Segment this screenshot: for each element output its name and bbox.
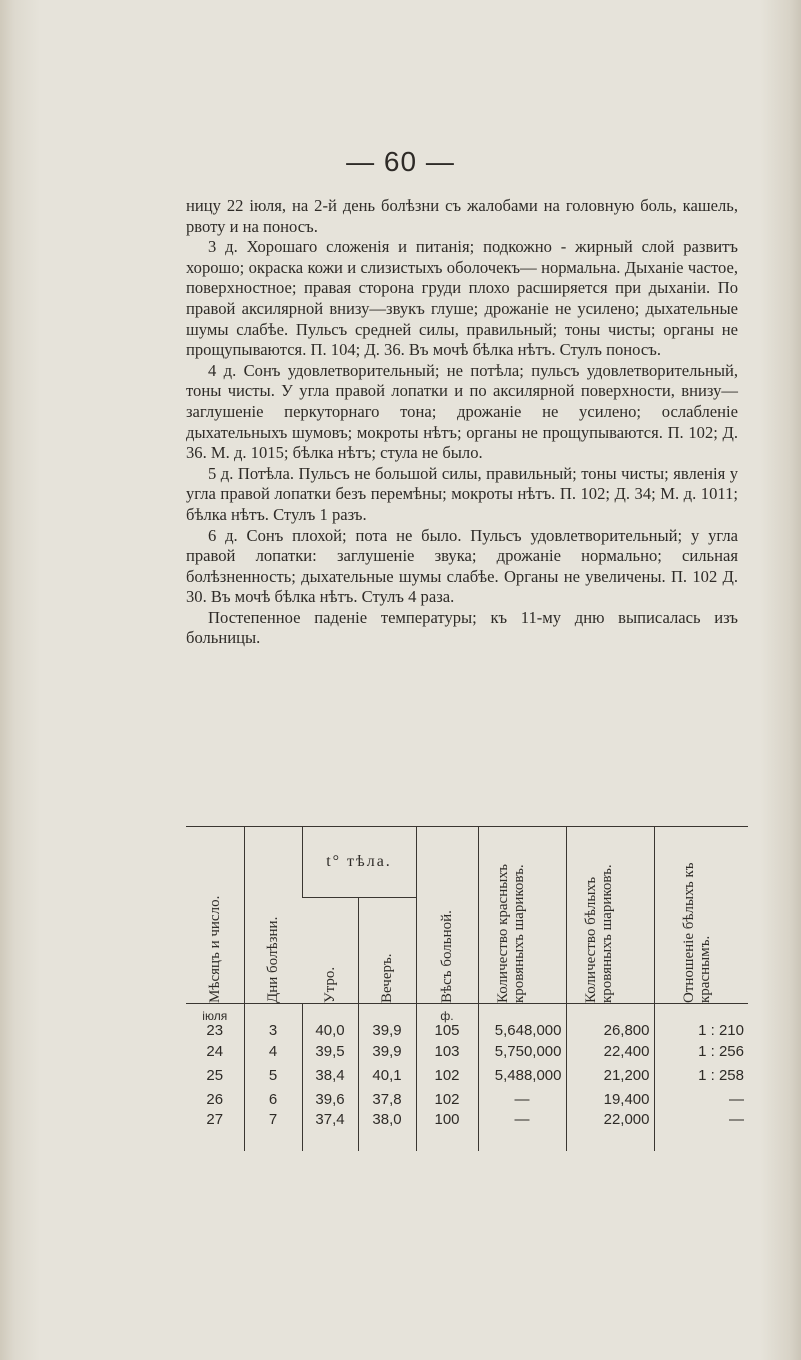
cell-ratio: 1 : 256 [654, 1039, 748, 1063]
cell-temp-morning: 37,4 [302, 1111, 358, 1151]
cell-illness-day: 6 [244, 1087, 302, 1111]
cell-ratio: — [654, 1111, 748, 1151]
cell-ratio: 1 : 258 [654, 1063, 748, 1087]
cell-temp-morning: 40,0 [302, 1004, 358, 1040]
header-month-day: Мѣсяцъ и число. [186, 827, 244, 1004]
cell-temp-evening: 37,8 [358, 1087, 416, 1111]
paragraph: 4 д. Сонъ удовлетворительный; не потѣла; пульсъ удовлетворительный, тоны чисты. У угла правой лопатки и по аксилярной поверхности, внизу—заглушеніе перкуторнаго тона; дрожаніе не усилено; ослабленіе дыхательныхъ шумовъ; мокроты нѣтъ; органы не прощупываются. П. 102; Д. 36. М. д. 1015; бѣлка нѣтъ; стула не было. [186, 360, 738, 463]
cell-temp-evening: 38,0 [358, 1111, 416, 1151]
clinical-data-table [186, 826, 748, 1151]
header-temp-evening: Вечеръ. [358, 898, 416, 1004]
cell-illness-day: 3 [244, 1004, 302, 1040]
cell-temp-morning: 38,4 [302, 1063, 358, 1087]
cell-ratio: 1 : 210 [654, 1004, 748, 1040]
cell-weight: 102 [416, 1063, 478, 1087]
paragraph: 3 д. Хорошаго сложенія и питанія; подкожно - жирный слой развитъ хорошо; окраска кожи и слизистыхъ оболочекъ— нормальна. Дыханіе частое, поверхностное; правая сторона груди плохо расширяется при дыханіи. По правой аксилярной внизу—звукъ глуше; дрожаніе не усилено; дыхательные шумы слабѣе. Пульсъ средней силы, правильный; тоны чисты; органы не прощупываются. П. 104; Д. 36. Въ мочѣ бѣлка нѣтъ. Стулъ поносъ. [186, 237, 738, 360]
table-row [186, 1087, 748, 1111]
cell-white: 19,400 [566, 1087, 654, 1111]
cell-white: 22,400 [566, 1039, 654, 1063]
header-ratio: Отношеніе бѣлыхъ къ краснымъ. [654, 827, 748, 1004]
cell-illness-day: 5 [244, 1063, 302, 1087]
cell-temp-evening: 39,9 [358, 1004, 416, 1040]
page-number: — 60 — [346, 146, 455, 177]
header-temperature: t° тѣла. [302, 827, 416, 898]
table-row [186, 1111, 748, 1151]
paragraph: 6 д. Сонъ плохой; пота не было. Пульсъ удовлетворительный; у угла правой лопатки: заглушеніе звука; дрожаніе нормально; сильная болѣзненность; дыхательные шумы слабѣе. Органы не увеличены. П. 102 Д. 30. Въ мочѣ бѣлка нѣтъ. Стулъ 4 раза. [186, 525, 738, 607]
cell-red: 5,750,000 [478, 1039, 566, 1063]
cell-day: 23 [206, 1022, 224, 1039]
table-row [186, 1063, 748, 1087]
cell-day: 27 [206, 1111, 224, 1128]
cell-day: 24 [206, 1042, 224, 1060]
cell-weight: 100 [416, 1111, 478, 1151]
cell-day: 25 [206, 1066, 224, 1084]
cell-day: 26 [206, 1090, 224, 1108]
paragraph: 5 д. Потѣла. Пульсъ не большой силы, правильный; тоны чисты; явленія у угла правой лопатки безъ перемѣны; мокроты нѣтъ. П. 102; Д. 34; М. д. 1011; бѣлка нѣтъ. Стулъ 1 разъ. [186, 463, 738, 524]
paragraph: Постепенное паденіе температуры; къ 11-му дню выписалась изъ больницы. [186, 607, 738, 648]
cell-red: — [478, 1111, 566, 1151]
cell-white: 22,000 [566, 1111, 654, 1151]
header-weight: Вѣсъ больной. [416, 827, 478, 1004]
cell-weight: 103 [416, 1039, 478, 1063]
header-illness-days: Дни болѣзни. [244, 827, 302, 1004]
cell-temp-morning: 39,5 [302, 1039, 358, 1063]
cell-ratio: — [654, 1087, 748, 1111]
cell-illness-day: 4 [244, 1039, 302, 1063]
clinical-data-table-wrap [186, 826, 748, 1170]
cell-temp-evening: 39,9 [358, 1039, 416, 1063]
cell-weight: 102 [416, 1087, 478, 1111]
cell-white: 26,800 [566, 1004, 654, 1040]
table-row [186, 1004, 748, 1040]
month-label: іюля [202, 1009, 228, 1023]
cell-illness-day: 7 [244, 1111, 302, 1151]
body-text [186, 196, 738, 649]
cell-weight: 105 [434, 1022, 460, 1039]
cell-temp-evening: 40,1 [358, 1063, 416, 1087]
cell-red: — [478, 1087, 566, 1111]
paragraph: ницу 22 іюля, на 2-й день болѣзни съ жалобами на головную боль, кашель, рвоту и на поносъ. [186, 196, 738, 236]
header-red-cells: Количество красныхъ кровяныхъ шариковъ. [478, 827, 566, 1004]
cell-white: 21,200 [566, 1063, 654, 1087]
header-white-cells: Количество бѣлыхъ кровяныхъ шариковъ. [566, 827, 654, 1004]
cell-temp-morning: 39,6 [302, 1087, 358, 1111]
weight-unit: ф. [440, 1009, 454, 1023]
header-temp-morning: Утро. [302, 898, 358, 1004]
table-row [186, 1039, 748, 1063]
cell-red: 5,488,000 [478, 1063, 566, 1087]
cell-red: 5,648,000 [478, 1004, 566, 1040]
